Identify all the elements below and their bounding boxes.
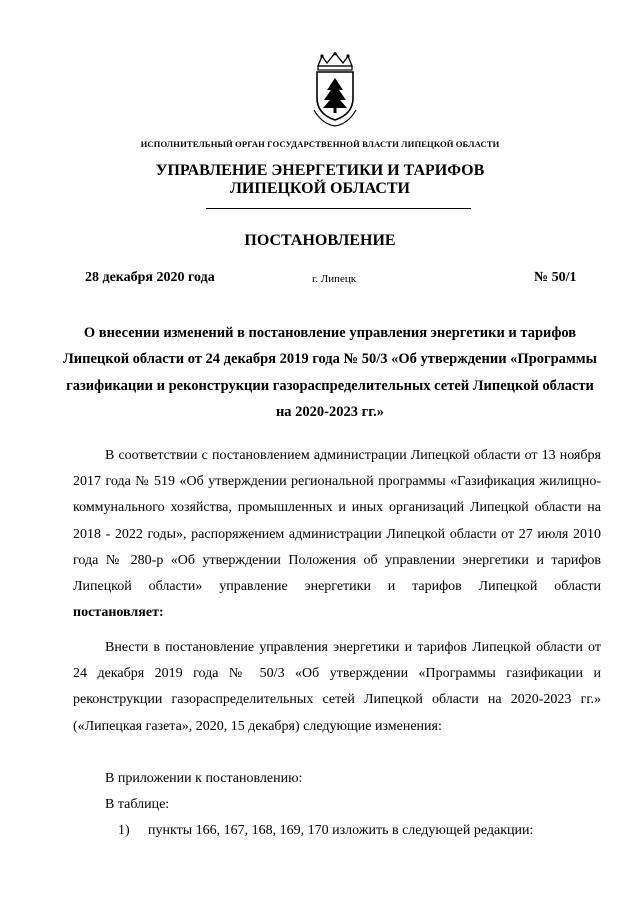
- list-item: [118, 823, 533, 839]
- appendix-line: В приложении к постановлению:: [105, 771, 303, 786]
- header-divider: [206, 208, 471, 209]
- document-number: № 50/1: [534, 270, 577, 285]
- department-name-line1: УПРАВЛЕНИЕ ЭНЕРГЕТИКИ И ТАРИФОВ: [155, 162, 485, 179]
- preamble-text: В соответствии с постановлением администрации Липецкой области от 13 ноября 2017 года № 519 «Об утверждении региональной программы «Газификация жилищно-коммунального хозяйства, промышленных и иных организаций Липецкой области на 2018 - 2022 годы», распоряжением администрации Липецкой области от 27 июля 2010 года № 280-р «Об утверждении Положения об управлении энергетики и тарифов Липецкой области» управление энергетики и тарифов Липецкой области: [73, 448, 601, 595]
- department-name-line2: ЛИПЕЦКОЙ ОБЛАСТИ: [230, 180, 410, 197]
- preamble-paragraph: [73, 443, 601, 626]
- document-date: 28 декабря 2020 года: [85, 270, 215, 285]
- document-title: О внесении изменений в постановление управления энергетики и тарифов Липецкой области от 24 декабря 2019 года № 50/3 «Об утверждении «Программы газификации и реконструкции газораспределительных сетей Липецкой области на 2020-2023 гг.»: [62, 325, 597, 420]
- preamble-resolves: постановляет:: [73, 605, 164, 621]
- table-line: В таблице:: [105, 797, 170, 812]
- document-city: г. Липецк: [312, 273, 357, 285]
- authority-name: ИСПОЛНИТЕЛЬНЫЙ ОРГАН ГОСУДАРСТВЕННОЙ ВЛАСТИ ЛИПЕЦКОЙ ОБЛАСТИ: [140, 139, 500, 149]
- list-item-text: пункты 166, 167, 168, 169, 170 изложить в следующей редакции:: [148, 823, 534, 838]
- document-type: ПОСТАНОВЛЕНИЕ: [244, 232, 396, 249]
- amendment-paragraph: Внести в постановление управления энергетики и тарифов Липецкой области от 24 декабря 2019 года № 50/3 «Об утверждении «Программы газификации и реконструкции газораспределительных сетей Липецкой области на 2020-2023 гг.» («Липецкая газета», 2020, 15 декабря) следующие изменения:: [73, 640, 601, 734]
- list-item-number: 1): [118, 823, 130, 838]
- lipetsk-coat-of-arms-icon: [310, 52, 360, 128]
